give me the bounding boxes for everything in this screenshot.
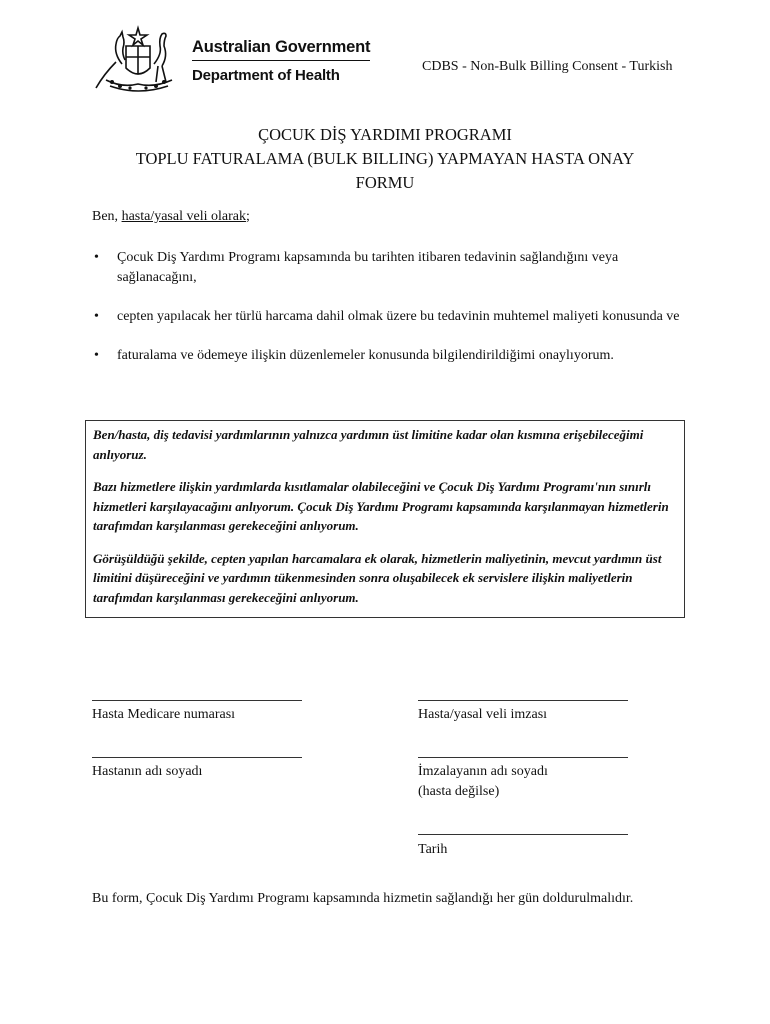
title-line-3: FORMU xyxy=(355,173,415,192)
notice-paragraph-1: Ben/hasta, diş tedavisi yardımlarının yalnızca yardımın üst limitine kadar olan kısmına erişebileceğimi anlıyoruz. xyxy=(93,427,644,462)
notice-box xyxy=(85,420,685,618)
signer-name-line[interactable] xyxy=(418,757,628,758)
form-footer-note: Bu form, Çocuk Diş Yardımı Programı kapsamında hizmetin sağlandığı her gün doldurulmalıdır. xyxy=(92,891,634,906)
bullet-item: • Çocuk Diş Yardımı Programı kapsamında bu tarihten itibaren tedavinin sağlandığını veya sağlanacağını, xyxy=(92,248,692,288)
notice-paragraph-3: Görüşüldüğü şekilde, cepten yapılan harcamalara ek olarak, hizmetlerin maliyetinin, mevcut yardımın üst limitini düşüreceğini ve yardımın tükenmesinden sonra oluşabilecek ek servislere ilişkin maliyetlerin tarafımdan karşılanması gerekeceğini anlıyorum. xyxy=(93,550,662,605)
date-label: Tarih xyxy=(418,842,448,857)
signature-label: Hasta/yasal veli imzası xyxy=(418,707,548,722)
department-name: Department of Health xyxy=(192,67,340,84)
bullet-item: • cepten yapılacak her türlü harcama dahil olmak üzere bu tedavinin muhtemel maliyeti konusunda ve xyxy=(92,307,692,327)
title-line-1: ÇOCUK DİŞ YARDIMI PROGRAMI xyxy=(258,125,512,144)
signer-name-label: İmzalayanın adı soyadı xyxy=(418,764,548,779)
signer-name-note: (hasta değilse) xyxy=(418,784,500,799)
header-divider xyxy=(192,60,370,61)
title-line-2: TOPLU FATURALAMA (BULK BILLING) YAPMAYAN HASTA ONAY xyxy=(135,149,635,168)
patient-name-line[interactable] xyxy=(92,757,302,758)
date-line[interactable] xyxy=(418,834,628,835)
medicare-number-label: Hasta Medicare numarası xyxy=(92,707,236,722)
notice-paragraph-2: Bazı hizmetlere ilişkin yardımlarda kısıtlamalar olabileceğini ve Çocuk Diş Yardımı Programı'nın sınırlı hizmetleri karşılayacağını anlıyorum. Çocuk Diş Yardımı Programı kapsamında karşılanmayan hizmetlerin tarafımdan karşılanması gerekeceğini anlıyorum. xyxy=(93,479,669,533)
intro-suffix: ; xyxy=(245,209,250,224)
patient-name-label: Hastanın adı soyadı xyxy=(92,764,203,779)
intro-prefix: Ben, xyxy=(92,209,122,224)
intro-text xyxy=(92,209,250,225)
document-reference: CDBS - Non-Bulk Billing Consent - Turkish xyxy=(422,59,673,74)
medicare-number-line[interactable] xyxy=(92,700,302,701)
form-title xyxy=(80,123,690,195)
intro-underlined: hasta/yasal veli olarak xyxy=(121,209,246,224)
coat-of-arms-icon xyxy=(92,24,184,98)
government-name: Australian Government xyxy=(192,38,371,56)
consent-bullet-list xyxy=(92,248,692,385)
signature-line[interactable] xyxy=(418,700,628,701)
bullet-item: • faturalama ve ödemeye ilişkin düzenlemeler konusunda bilgilendirildiğimi onaylıyorum. xyxy=(92,346,692,366)
